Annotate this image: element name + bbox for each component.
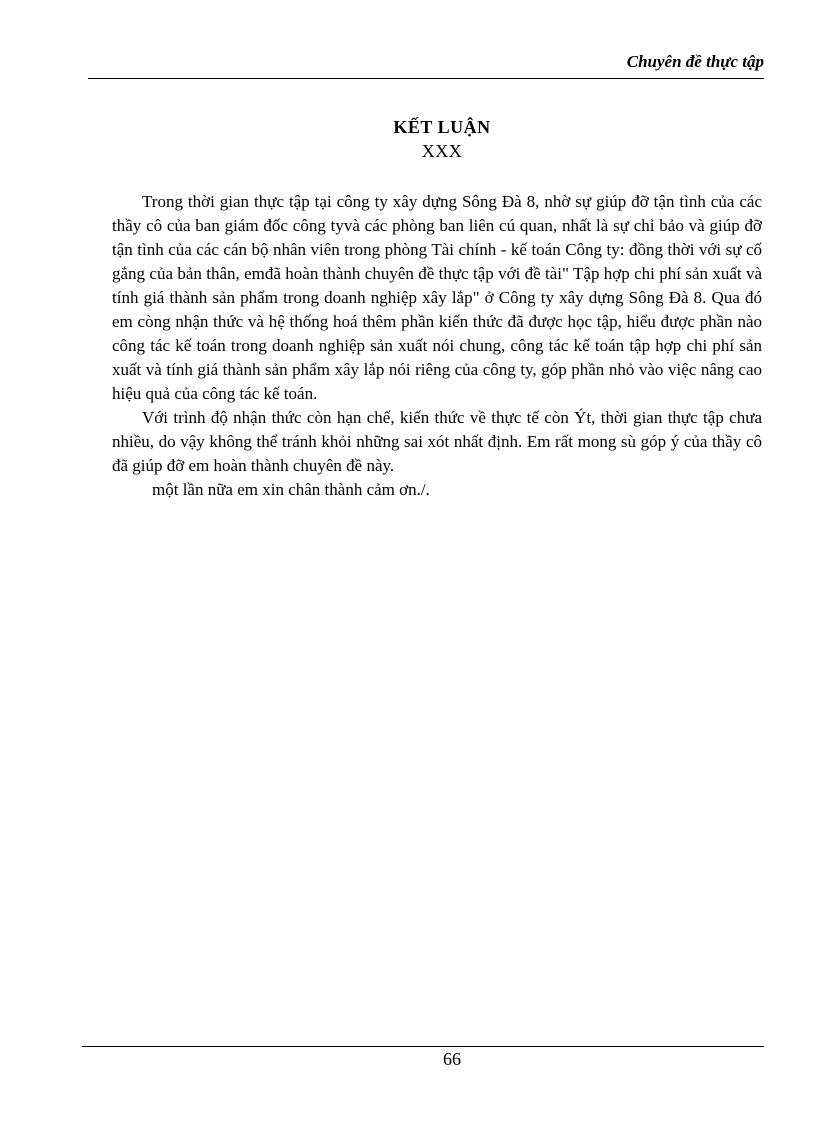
page-title: KẾT LUẬN (393, 117, 491, 137)
footer-divider (82, 1046, 764, 1047)
page-number: 66 (443, 1049, 461, 1069)
header-divider (88, 78, 764, 79)
body-text (112, 190, 762, 502)
paragraph: Trong thời gian thực tập tại công ty xây dựng Sông Đà 8, nhờ sự giúp đỡ tận tình của các thầy cô của ban giám đốc công tyvà các phòng ban liên cú quan, nhất là sự chỉ bảo và giúp đỡ tận tình của các cán bộ nhân viên trong phòng Tài chính - kế toán Công ty: đồng thời với sự cố gắng của bản thân, emđã hoàn thành chuyên đề thực tập với đề tài" Tập hợp chi phí sản xuất và tính giá thành sản phẩm trong doanh nghiệp xây lắp" ở Công ty xây dựng Sông Đà 8. Qua đó em còng nhận thức và hệ thống hoá thêm phần kiến thức đã được học tập, hiểu được phần nào công tác kế toán trong doanh nghiệp sản xuất nói chung, công tác kế toán tập hợp chi phí sản xuất và tính giá thành sản phẩm xây lắp nói riêng của công ty, góp phần nhỏ vào việc nâng cao hiệu quả của công tác kế toán. (112, 192, 762, 403)
closing-line: một lần nữa em xin chân thành cảm ơn./. (152, 480, 430, 499)
running-header-title: Chuyên đề thực tập (626, 52, 764, 71)
page-subtitle: XXX (421, 141, 463, 161)
paragraph: Với trình độ nhận thức còn hạn chế, kiến thức về thực tế còn Ýt, thời gian thực tập chưa nhiều, do vậy không thể tránh khỏi những sai xót nhất định. Em rất mong sù góp ý của thầy cô đã giúp đỡ em hoàn thành chuyên đề này. (112, 408, 762, 475)
